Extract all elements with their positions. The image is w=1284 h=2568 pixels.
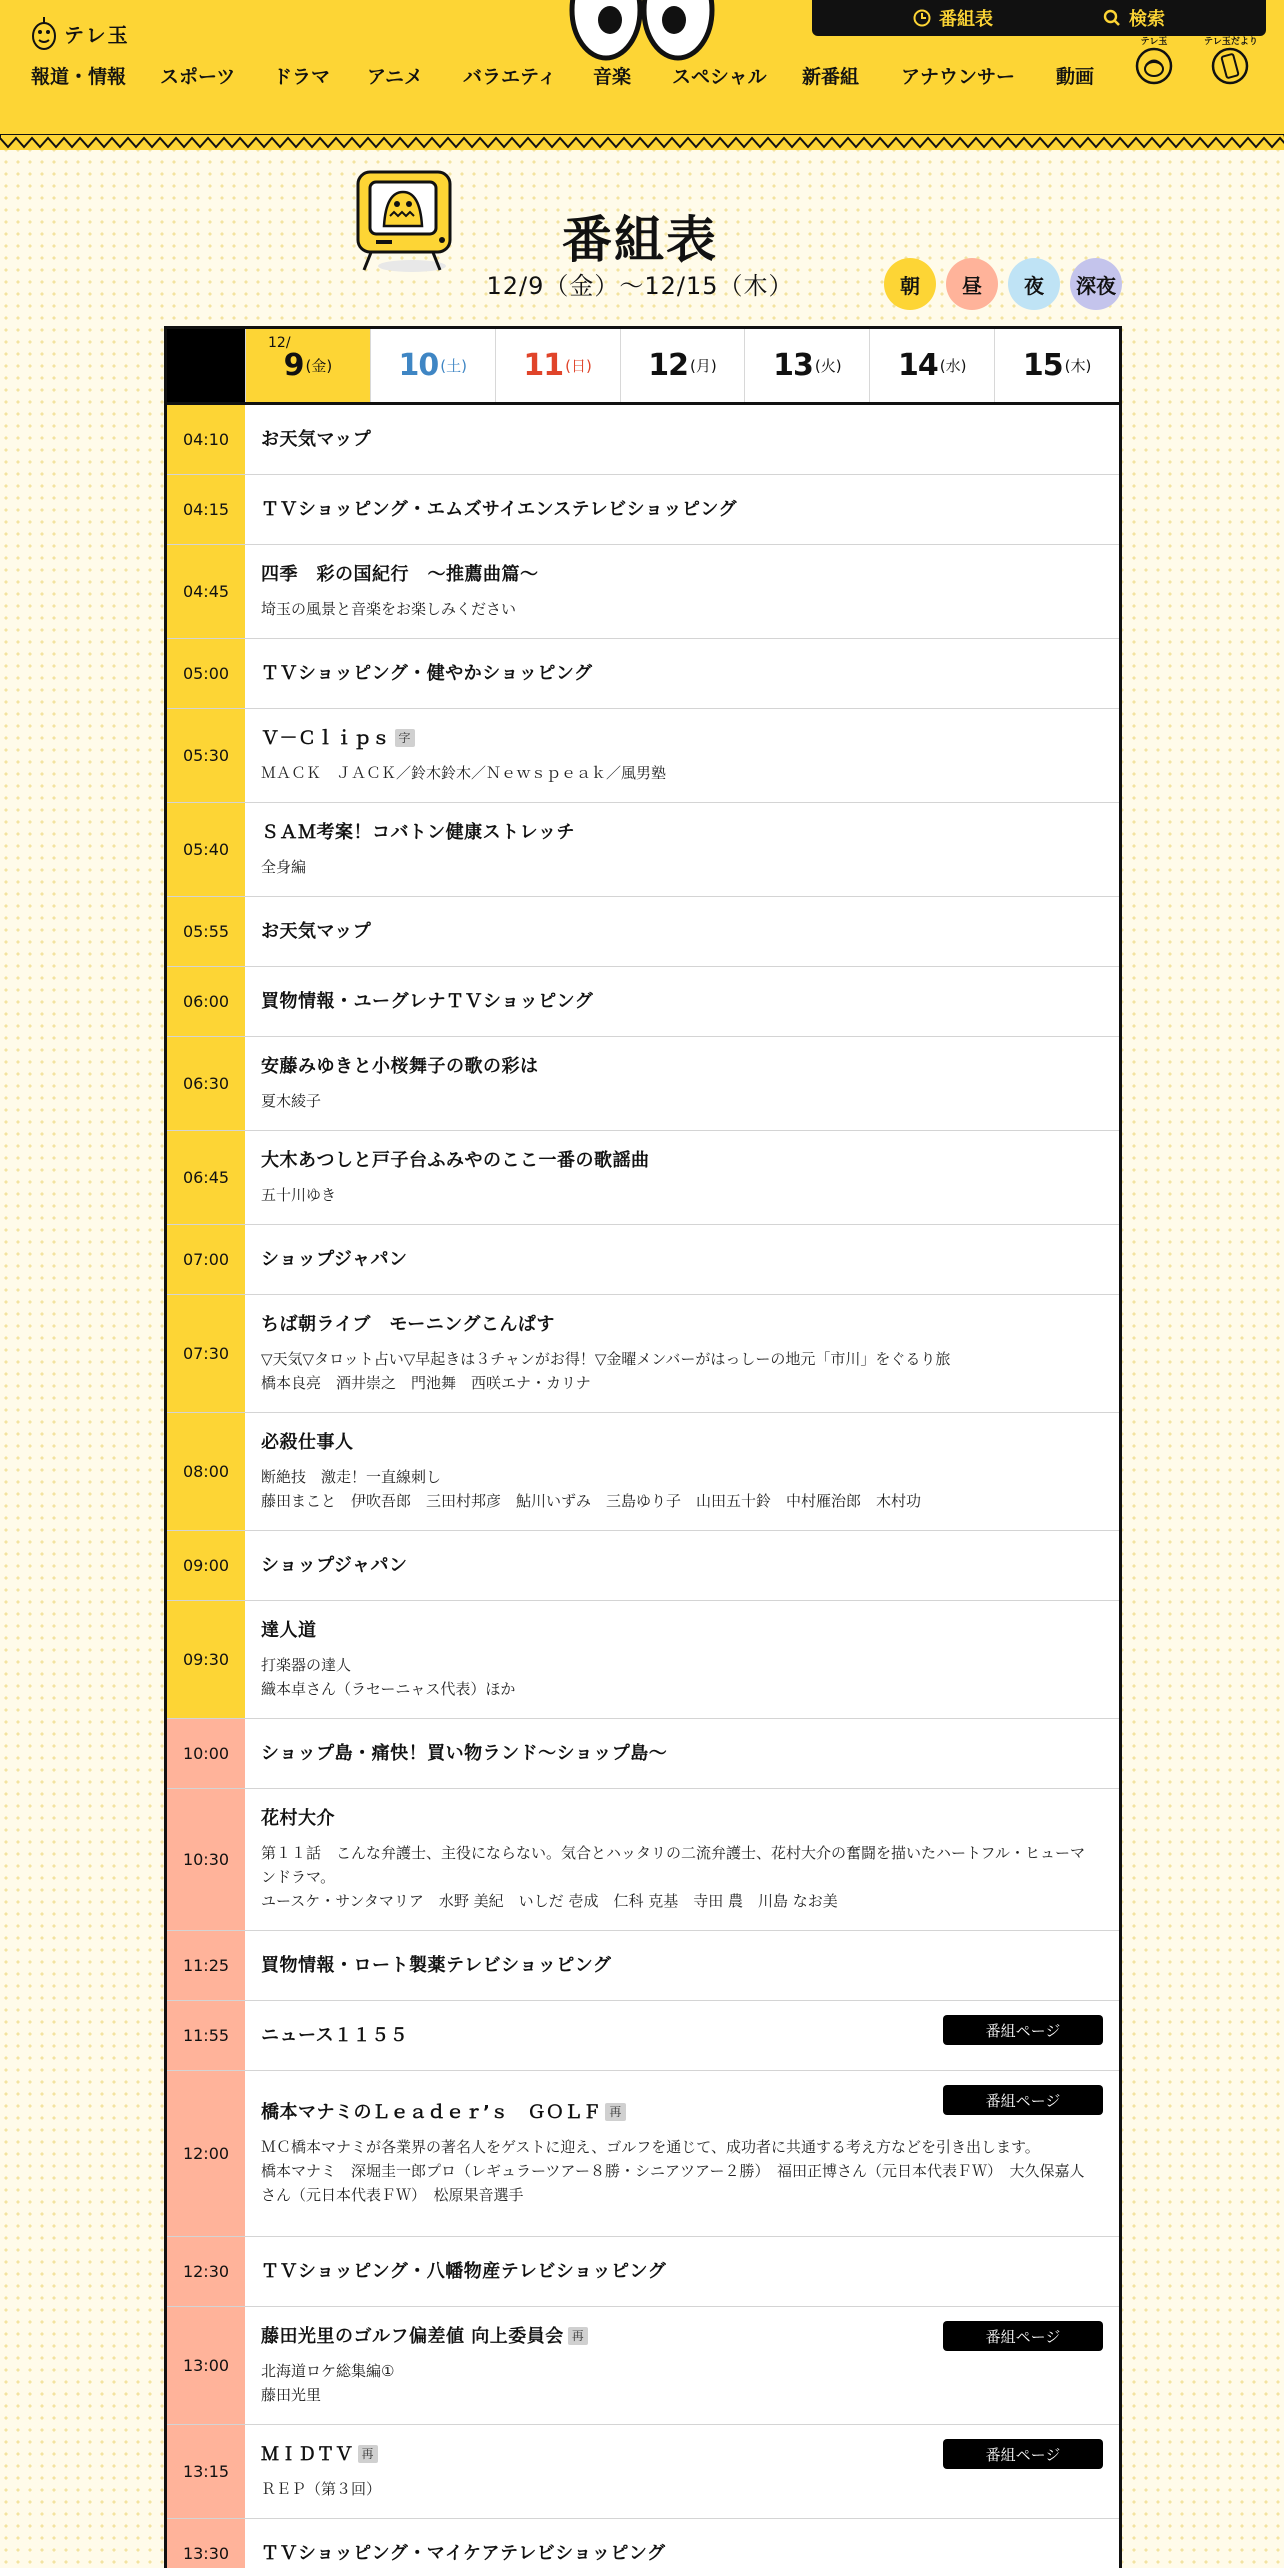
program-time: 09:30	[167, 1601, 245, 1718]
tod-latenight-button[interactable]: 深夜	[1070, 258, 1122, 310]
program-time: 06:00	[167, 967, 245, 1036]
program-row[interactable]	[167, 1295, 1119, 1413]
day-tab-weekday: (水)	[939, 357, 967, 375]
program-title[interactable]	[261, 1954, 1103, 1978]
program-title-text: ＴＶショッピング・マイケアテレビショッピング	[261, 2542, 666, 2564]
program-badge: 再	[605, 2103, 626, 2121]
program-time: 04:15	[167, 475, 245, 544]
program-row[interactable]	[167, 1037, 1119, 1131]
program-row[interactable]	[167, 803, 1119, 897]
program-row[interactable]	[167, 1225, 1119, 1295]
program-row[interactable]	[167, 1789, 1119, 1931]
program-body	[245, 1225, 1119, 1294]
program-description-line: 北海道ロケ総集編①	[261, 2361, 395, 2380]
program-description-line: 夏木綾子	[261, 1091, 322, 1110]
tod-noon-button[interactable]: 昼	[946, 258, 998, 310]
day-tab-1[interactable]	[370, 329, 495, 402]
date-range: 12/9（金）〜12/15（木）	[486, 272, 794, 300]
program-title-text: ショップジャパン	[261, 1554, 408, 1576]
program-title-text: ＴＶショッピング・エムズサイエンステレビショッピング	[261, 498, 737, 520]
program-description-line: ＭＣ橋本マナミが各業界の著名人をゲストに迎え、ゴルフを通じて、成功者に共通する考え方などを引き出します。	[261, 2137, 1040, 2156]
program-title-text: ショップジャパン	[261, 1248, 408, 1270]
program-time: 05:55	[167, 897, 245, 966]
program-badge: 再	[358, 2445, 379, 2463]
day-tab-5[interactable]	[869, 329, 994, 402]
program-time: 12:00	[167, 2071, 245, 2236]
program-description	[261, 2477, 1103, 2501]
program-description-line: 橋本良亮 酒井崇之 門池舞 西咲エナ・カリナ	[261, 1373, 591, 1392]
day-tab-number: 12	[648, 348, 689, 383]
program-description	[261, 597, 1103, 621]
schedule-table	[164, 326, 1122, 2568]
program-body	[245, 2425, 1119, 2518]
program-body	[245, 1601, 1119, 1718]
program-description	[261, 2135, 1103, 2207]
program-time: 04:45	[167, 545, 245, 638]
program-description	[261, 1183, 1103, 1207]
program-body	[245, 709, 1119, 802]
program-row[interactable]	[167, 1719, 1119, 1789]
day-tabs	[167, 329, 1119, 405]
program-time: 10:00	[167, 1719, 245, 1788]
smartphone-icon	[1210, 46, 1250, 86]
program-time: 11:55	[167, 2001, 245, 2070]
program-title-text: 安藤みゆきと小桜舞子の歌の彩は	[261, 1055, 539, 1077]
day-tab-month: 12/	[268, 335, 291, 351]
program-body	[245, 897, 1119, 966]
site-header	[0, 0, 1284, 150]
program-title-text: 買物情報・ロート製薬テレビショッピング	[261, 1954, 612, 1976]
program-row[interactable]	[167, 1131, 1119, 1225]
program-title-text: ＴＶショッピング・健やかショッピング	[261, 662, 593, 684]
program-title[interactable]	[261, 662, 1103, 686]
program-description-line: 藤田光里	[261, 2385, 322, 2404]
program-description-line: 打楽器の達人	[261, 1655, 352, 1674]
nav-news[interactable]: 報道・情報	[31, 66, 127, 88]
search-link[interactable]	[1103, 5, 1165, 31]
program-title-text: ＭＩＤＴＶ	[261, 2443, 354, 2465]
day-tab-weekday: (日)	[565, 357, 592, 375]
program-body	[245, 2519, 1119, 2568]
program-title[interactable]	[261, 2260, 1103, 2284]
program-time: 13:15	[167, 2425, 245, 2518]
program-body	[245, 2001, 1119, 2070]
program-body	[245, 803, 1119, 896]
tod-night-button[interactable]: 夜	[1008, 258, 1060, 310]
program-time: 08:00	[167, 1413, 245, 1530]
program-title[interactable]	[261, 2542, 1103, 2566]
program-description	[261, 2359, 1103, 2407]
program-row[interactable]	[167, 405, 1119, 475]
program-time: 12:30	[167, 2237, 245, 2306]
program-description-line: ＭＡＣＫ ＪＡＣＫ／鈴木鈴木／Ｎｅｗｓｐｅａｋ／風男塾	[261, 763, 667, 782]
program-page-button[interactable]: 番組ページ	[943, 2439, 1103, 2469]
nav-variety[interactable]: バラエティ	[463, 66, 557, 88]
program-body	[245, 1131, 1119, 1224]
program-body	[245, 1413, 1119, 1530]
program-title[interactable]	[261, 727, 1103, 751]
program-body	[245, 475, 1119, 544]
program-title[interactable]	[261, 1149, 1103, 1173]
app-icon-label: テレ玉だより	[1204, 37, 1258, 47]
program-row[interactable]	[167, 1531, 1119, 1601]
program-title-text: お天気マップ	[261, 428, 372, 450]
search-link-label: 検索	[1129, 9, 1165, 30]
program-time: 05:30	[167, 709, 245, 802]
program-title-text: Ｖ－Ｃｌｉｐｓ	[261, 727, 391, 749]
program-time: 05:40	[167, 803, 245, 896]
program-description-line: 五十川ゆき	[261, 1185, 337, 1204]
program-description-line: 断絶技 激走！一直線刺し	[261, 1467, 442, 1486]
day-tab-number: 14	[897, 348, 938, 383]
program-page-button[interactable]: 番組ページ	[943, 2015, 1103, 2045]
site-logo[interactable]	[30, 14, 130, 52]
program-title-text: 大木あつしと戸子台ふみやのここ一番の歌謡曲	[261, 1149, 650, 1171]
program-body	[245, 967, 1119, 1036]
program-description-line: 藤田まこと 伊吹吾郎 三田村邦彦 鮎川いずみ 三島ゆり子 山田五十鈴 中村雁治郎 木村功	[261, 1491, 922, 1510]
day-tab-number: 15	[1022, 348, 1063, 383]
program-title-text: 買物情報・ユーグレナＴＶショッピング	[261, 990, 594, 1012]
program-time: 06:45	[167, 1131, 245, 1224]
program-body	[245, 2071, 1119, 2236]
station-icon-label: テレ玉	[1140, 37, 1168, 47]
program-description	[261, 761, 1103, 785]
program-time: 07:00	[167, 1225, 245, 1294]
page-title: 番組表	[562, 211, 718, 269]
program-description	[261, 1089, 1103, 1113]
program-page-button[interactable]: 番組ページ	[943, 2321, 1103, 2351]
mascot-logo-icon	[30, 14, 58, 52]
program-row[interactable]	[167, 1931, 1119, 2001]
program-row[interactable]	[167, 1601, 1119, 1719]
app-icon-link[interactable]	[1204, 37, 1258, 90]
day-tab-number: 11	[523, 348, 564, 383]
nav-anime[interactable]: アニメ	[367, 66, 424, 88]
program-title-text: 藤田光里のゴルフ偏差値 向上委員会	[261, 2325, 564, 2347]
program-title[interactable]	[261, 1248, 1103, 1272]
search-icon	[1103, 9, 1121, 27]
program-title[interactable]	[261, 920, 1103, 944]
program-description-line: 全身編	[261, 857, 307, 876]
day-tab-weekday: (木)	[1064, 357, 1092, 375]
nav-drama[interactable]: ドラマ	[273, 66, 331, 88]
program-description-line: ▽天気▽タロット占い▽早起きは３チャンがお得！▽金曜メンバーがはっしーの地元「市川」をぐるり旅	[261, 1349, 951, 1368]
program-title[interactable]	[261, 821, 1103, 845]
program-body	[245, 1531, 1119, 1600]
day-tab-0[interactable]	[245, 329, 370, 402]
schedule-link[interactable]	[913, 5, 993, 31]
day-tab-weekday: (金)	[305, 357, 333, 375]
program-body	[245, 405, 1119, 474]
program-row[interactable]	[167, 2237, 1119, 2307]
program-body	[245, 639, 1119, 708]
nav-music[interactable]: 音楽	[593, 66, 632, 88]
program-title[interactable]	[261, 563, 1103, 587]
program-row[interactable]	[167, 2519, 1119, 2568]
day-tab-weekday: (火)	[814, 357, 842, 375]
station-icon-link[interactable]	[1134, 37, 1174, 90]
program-time: 05:00	[167, 639, 245, 708]
eyes-mascot-icon	[566, 0, 718, 62]
program-row[interactable]	[167, 1413, 1119, 1531]
program-title-text: 達人道	[261, 1619, 317, 1641]
program-body	[245, 2307, 1119, 2424]
program-description-line: 橋本マナミ 深堀圭一郎プロ（レギュラーツアー８勝・シニアツアー２勝） 福田正博さん（元日本代表ＦＷ） 大久保嘉人さん（元日本代表ＦＷ） 松原果音選手	[261, 2161, 1085, 2204]
program-time: 04:10	[167, 405, 245, 474]
nav-video[interactable]: 動画	[1056, 66, 1095, 88]
program-body	[245, 1719, 1119, 1788]
day-tab-weekday: (月)	[690, 357, 717, 375]
day-tab-number: 13	[773, 348, 813, 383]
program-row[interactable]	[167, 639, 1119, 709]
program-title-text: お天気マップ	[261, 920, 372, 942]
program-title[interactable]	[261, 498, 1103, 522]
program-row[interactable]	[167, 709, 1119, 803]
program-badge: 字	[395, 729, 416, 747]
day-tabs-corner	[167, 329, 245, 402]
nav-special[interactable]: スペシャル	[672, 66, 767, 88]
program-title-text: ちば朝ライブ モーニングこんぱす	[261, 1313, 555, 1335]
program-time: 09:00	[167, 1531, 245, 1600]
main-nav	[0, 58, 1284, 94]
station-mascot-icon	[1134, 46, 1174, 86]
program-time: 13:00	[167, 2307, 245, 2424]
program-row[interactable]	[167, 475, 1119, 545]
clock-icon	[913, 9, 931, 27]
day-tab-weekday: (土)	[440, 357, 468, 375]
program-title-text: 花村大介	[261, 1807, 335, 1829]
program-title-text: 四季 彩の国紀行 ～推薦曲篇～	[261, 563, 539, 585]
program-row[interactable]	[167, 2425, 1119, 2519]
program-row[interactable]	[167, 2071, 1119, 2237]
program-time: 11:25	[167, 1931, 245, 2000]
program-body	[245, 1295, 1119, 1412]
program-title-text: ＳＡＭ考案！コバトン健康ストレッチ	[261, 821, 575, 843]
program-title-text: ニュース１１５５	[261, 2024, 409, 2046]
header-zigzag-edge	[0, 134, 1284, 150]
program-body	[245, 545, 1119, 638]
program-row[interactable]	[167, 2307, 1119, 2425]
program-row[interactable]	[167, 545, 1119, 639]
program-title[interactable]	[261, 1807, 1103, 1831]
schedule-link-label: 番組表	[939, 9, 993, 30]
program-time: 07:30	[167, 1295, 245, 1412]
program-description	[261, 1841, 1103, 1913]
day-tab-number: 10	[398, 348, 439, 383]
tod-morning-button[interactable]: 朝	[884, 258, 936, 310]
program-title-text: ショップ島・痛快！買い物ランド～ショップ島～	[261, 1742, 668, 1764]
program-page-button[interactable]: 番組ページ	[943, 2085, 1103, 2115]
program-row[interactable]	[167, 2001, 1119, 2071]
program-description	[261, 1465, 1103, 1513]
program-title-text: 橋本マナミのＬｅａｄｅｒ’ｓ ＧＯＬＦ	[261, 2101, 602, 2123]
program-time: 10:30	[167, 1789, 245, 1930]
program-row[interactable]	[167, 897, 1119, 967]
program-title[interactable]	[261, 990, 1103, 1014]
day-tab-6[interactable]	[994, 329, 1119, 402]
program-body	[245, 1037, 1119, 1130]
program-description	[261, 855, 1103, 879]
program-description-line: 織本卓さん（ラセーニャス代表）ほか	[261, 1679, 516, 1698]
program-description-line: ユースケ・サンタマリア 水野 美紀 いしだ 壱成 仁科 克基 寺田 農 川島 なお美	[261, 1891, 838, 1910]
program-description-line: 埼玉の風景と音楽をお楽しみください	[261, 599, 517, 618]
program-time: 13:30	[167, 2519, 245, 2568]
program-description-line: ＲＥＰ（第３回）	[261, 2479, 382, 2498]
program-title[interactable]	[261, 1554, 1103, 1578]
tv-mascot-icon	[352, 166, 462, 276]
program-description-line: 第１１話 こんな弁護士、主役にならない。気合とハッタリの二流弁護士、花村大介の奮闘を描いたハートフル・ヒューマンドラマ。	[261, 1843, 1085, 1886]
program-title[interactable]	[261, 1742, 1103, 1766]
program-body	[245, 2237, 1119, 2306]
day-tab-4[interactable]	[744, 329, 869, 402]
program-title-text: 必殺仕事人	[261, 1431, 354, 1453]
day-tab-2[interactable]	[495, 329, 620, 402]
program-title[interactable]	[261, 1431, 1103, 1455]
program-description	[261, 1653, 1103, 1701]
program-time: 06:30	[167, 1037, 245, 1130]
program-title[interactable]	[261, 428, 1103, 452]
program-list	[167, 405, 1119, 2568]
program-title-text: ＴＶショッピング・八幡物産テレビショッピング	[261, 2260, 667, 2282]
utility-bar	[812, 0, 1266, 36]
program-body	[245, 1789, 1119, 1930]
program-title[interactable]	[261, 1313, 1103, 1337]
nav-new[interactable]: 新番組	[802, 66, 860, 88]
day-tab-3[interactable]	[620, 329, 745, 402]
program-title[interactable]	[261, 1619, 1103, 1643]
logo-text: テレ玉	[64, 22, 130, 47]
program-title[interactable]	[261, 1055, 1103, 1079]
program-row[interactable]	[167, 967, 1119, 1037]
program-badge: 再	[568, 2327, 589, 2345]
program-body	[245, 1931, 1119, 2000]
nav-announcer[interactable]: アナウンサー	[901, 66, 1016, 88]
day-tab-number: 9	[283, 348, 304, 383]
nav-sports[interactable]: スポーツ	[160, 66, 236, 88]
program-description	[261, 1347, 1103, 1395]
